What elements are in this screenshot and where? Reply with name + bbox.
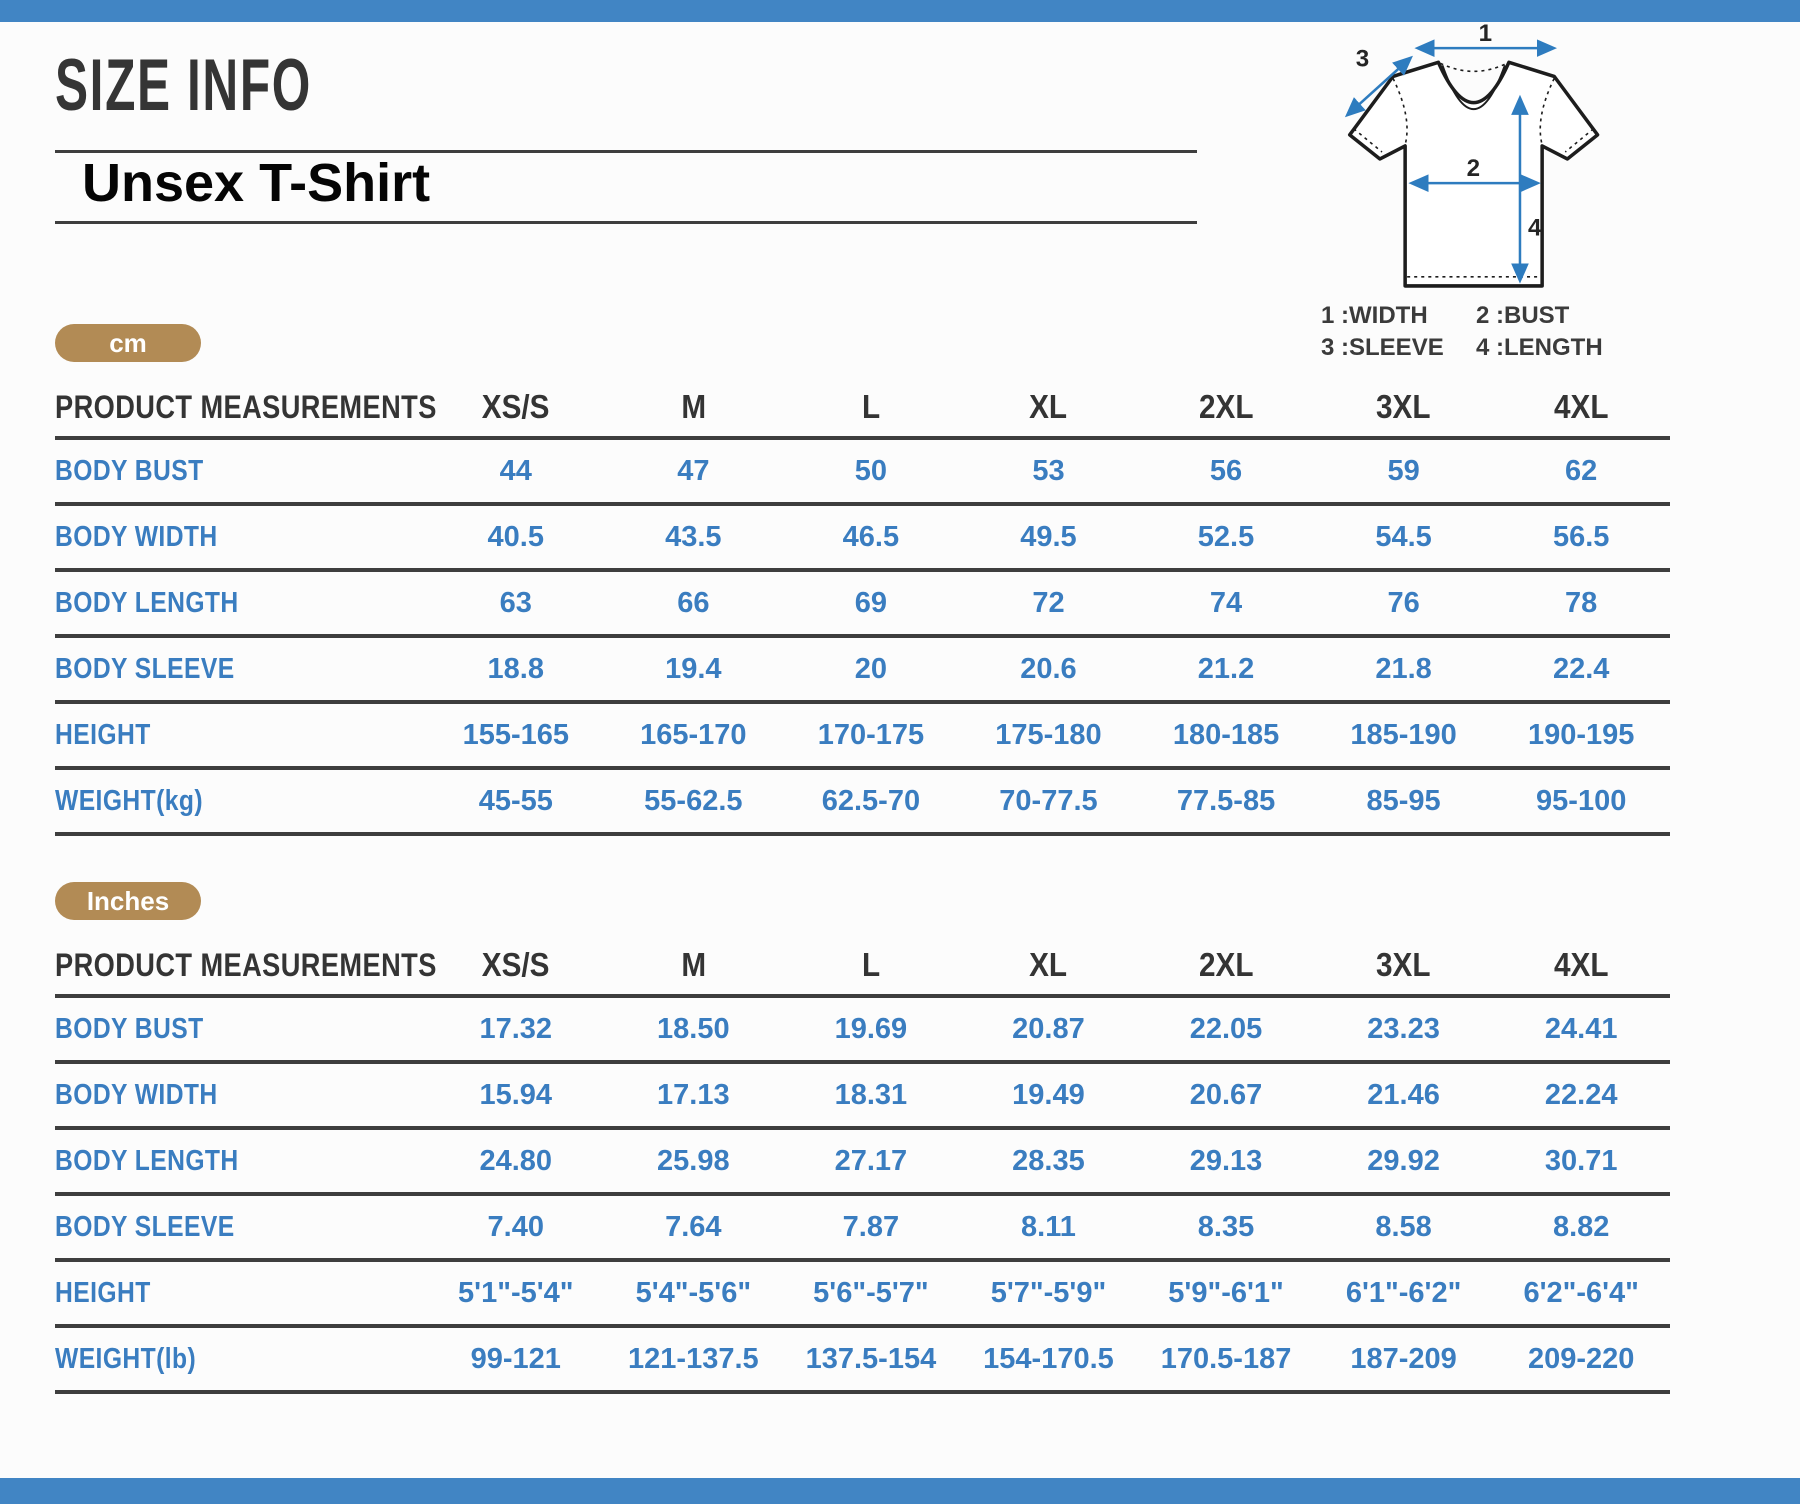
unit-badge-inches-label: Inches [86,885,170,916]
size-value-cell: 22.24 [1544,1078,1618,1111]
measurements-column-header: PRODUCT MEASUREMENTS [55,388,437,425]
size-value-cell: 18.31 [834,1078,908,1111]
size-value-cell: 85-95 [1366,784,1441,817]
size-value-cell: 187-209 [1350,1342,1457,1375]
size-value-cell: 175-180 [995,718,1102,751]
measurement-row [55,1128,1670,1194]
size-value-cell: 70-77.5 [999,784,1098,817]
row-label: WEIGHT(kg) [55,784,204,817]
size-value-cell: 137.5-154 [805,1342,937,1375]
size-value-cell: 154-170.5 [983,1342,1114,1375]
size-value-cell: 63 [499,586,532,619]
size-value-cell: 72 [1032,586,1065,619]
size-column-header: XS/S [481,388,550,425]
size-column-header: XL [1029,388,1068,425]
size-value-cell: 53 [1032,454,1065,487]
size-value-cell: 24.41 [1544,1012,1618,1045]
size-value-cell: 43.5 [665,520,722,553]
size-value-cell: 62.5-70 [821,784,921,817]
size-value-cell: 27.17 [834,1144,908,1177]
size-value-cell: 46.5 [842,520,900,553]
header-row [55,936,1670,996]
size-value-cell: 180-185 [1172,718,1280,751]
size-value-cell: 6'1"-6'2" [1345,1276,1462,1309]
size-value-cell: 170-175 [817,718,925,751]
size-value-cell: 21.8 [1375,652,1432,685]
size-value-cell: 40.5 [487,520,544,553]
tshirt-diagram-image [1283,24,1628,296]
size-value-cell: 5'4"-5'6" [635,1276,752,1309]
marker-1: 1 [1478,24,1493,48]
size-value-cell: 20.67 [1189,1078,1263,1111]
page-title: SIZE INFO [55,45,312,127]
product-name: Unsex T-Shirt [82,153,431,213]
size-value-cell: 185-190 [1350,718,1457,751]
size-value-cell: 55-62.5 [644,784,743,817]
size-value-cell: 7.87 [842,1210,900,1243]
size-value-cell: 7.64 [665,1210,722,1243]
row-label: HEIGHT [55,1276,151,1309]
size-value-cell: 28.35 [1012,1144,1085,1177]
row-label: BODY BUST [55,1012,204,1045]
size-value-cell: 15.94 [479,1078,553,1111]
measurements-column-header: PRODUCT MEASUREMENTS [55,946,437,983]
size-value-cell: 22.4 [1552,652,1610,685]
size-value-cell: 49.5 [1020,520,1077,553]
size-value-cell: 165-170 [640,718,747,751]
size-column-header: 4XL [1553,388,1609,425]
size-column-header: 4XL [1553,946,1609,983]
size-value-cell: 209-220 [1527,1342,1635,1375]
size-value-cell: 8.58 [1375,1210,1432,1243]
size-table-cm [55,378,1670,836]
size-value-cell: 5'9"-6'1" [1168,1276,1284,1309]
size-value-cell: 29.92 [1367,1144,1440,1177]
size-value-cell: 74 [1209,586,1243,619]
size-value-cell: 69 [854,586,888,619]
header-row [55,378,1670,438]
size-value-cell: 24.80 [479,1144,553,1177]
size-value-cell: 20.87 [1012,1012,1085,1045]
size-value-cell: 19.69 [834,1012,908,1045]
size-value-cell: 17.32 [479,1012,553,1045]
divider-line-bottom [55,221,1197,224]
size-value-cell: 21.46 [1367,1078,1440,1111]
measurement-row [55,504,1670,570]
measurement-row [55,570,1670,636]
size-value-cell: 19.4 [665,652,722,685]
size-value-cell: 56.5 [1552,520,1610,553]
legend-item-bust: 2 :BUST [1476,302,1570,329]
size-column-header: 3XL [1376,946,1431,983]
size-column-header: XL [1029,946,1068,983]
size-value-cell: 44 [499,454,532,487]
size-value-cell: 8.82 [1552,1210,1610,1243]
size-value-cell: 121-137.5 [628,1342,759,1375]
size-value-cell: 22.05 [1189,1012,1263,1045]
measurement-row [55,1260,1670,1326]
size-value-cell: 8.35 [1197,1210,1255,1243]
tshirt-measurement-diagram [1283,24,1628,362]
size-value-cell: 56 [1209,454,1243,487]
row-label: BODY LENGTH [55,1144,239,1177]
size-value-cell: 95-100 [1536,784,1627,817]
size-value-cell: 5'7"-5'9" [990,1276,1107,1309]
size-column-header: 2XL [1198,388,1254,425]
legend-item-width: 1 :WIDTH [1321,302,1428,329]
size-value-cell: 25.98 [657,1144,730,1177]
top-border-bar [0,0,1800,22]
marker-3: 3 [1355,45,1370,73]
measurement-row [55,1062,1670,1128]
size-value-cell: 6'2"-6'4" [1523,1276,1639,1309]
unit-badge-inches [55,882,201,920]
size-value-cell: 59 [1387,454,1420,487]
size-value-cell: 190-195 [1527,718,1635,751]
size-value-cell: 50 [854,454,888,487]
size-value-cell: 52.5 [1197,520,1255,553]
size-value-cell: 5'6"-5'7" [813,1276,929,1309]
size-value-cell: 54.5 [1375,520,1432,553]
size-value-cell: 78 [1565,586,1598,619]
size-column-header: L [861,388,880,425]
row-label: BODY SLEEVE [55,1210,235,1243]
inches-table-section [55,882,1670,1394]
size-value-cell: 30.71 [1544,1144,1618,1177]
size-value-cell: 5'1"-5'4" [458,1276,574,1309]
size-value-cell: 18.50 [657,1012,730,1045]
row-label: BODY WIDTH [55,1078,218,1111]
measurement-row [55,636,1670,702]
size-value-cell: 7.40 [487,1210,544,1243]
measurement-row [55,1326,1670,1392]
size-value-cell: 19.49 [1012,1078,1085,1111]
size-column-header: M [680,946,706,983]
size-column-header: 2XL [1198,946,1254,983]
size-column-header: M [680,388,706,425]
size-value-cell: 8.11 [1021,1210,1076,1243]
row-label: HEIGHT [55,718,151,751]
marker-2: 2 [1466,155,1481,183]
row-label: BODY BUST [55,454,204,487]
size-value-cell: 155-165 [462,718,569,751]
size-column-header: L [861,946,880,983]
cm-table-section [55,324,1670,836]
unit-badge-cm [55,324,201,362]
measurement-row [55,768,1670,834]
measurement-row [55,996,1670,1062]
bottom-border-bar [0,1478,1800,1504]
size-value-cell: 47 [677,454,710,487]
size-value-cell: 29.13 [1189,1144,1263,1177]
size-value-cell: 62 [1565,454,1598,487]
row-label: BODY WIDTH [55,520,218,553]
size-value-cell: 99-121 [470,1342,561,1375]
size-value-cell: 20 [854,652,888,685]
unit-badge-cm-label: cm [109,327,147,358]
size-value-cell: 76 [1387,586,1420,619]
size-table-inches [55,936,1670,1394]
size-column-header: 3XL [1376,388,1431,425]
size-value-cell: 66 [677,586,710,619]
size-value-cell: 21.2 [1197,652,1255,685]
size-value-cell: 17.13 [657,1078,730,1111]
legend-item-length: 4 :LENGTH [1476,334,1603,361]
marker-4: 4 [1528,214,1542,242]
row-label: BODY LENGTH [55,586,239,619]
size-value-cell: 77.5-85 [1176,784,1276,817]
size-value-cell: 45-55 [478,784,553,817]
measurement-row [55,1194,1670,1260]
size-value-cell: 170.5-187 [1160,1342,1292,1375]
row-label: WEIGHT(lb) [55,1342,197,1375]
measurement-row [55,438,1670,504]
legend-item-sleeve: 3 :SLEEVE [1321,334,1444,361]
size-value-cell: 18.8 [487,652,544,685]
size-value-cell: 20.6 [1020,652,1077,685]
size-column-header: XS/S [481,946,550,983]
measurement-row [55,702,1670,768]
size-value-cell: 23.23 [1367,1012,1440,1045]
row-label: BODY SLEEVE [55,652,235,685]
